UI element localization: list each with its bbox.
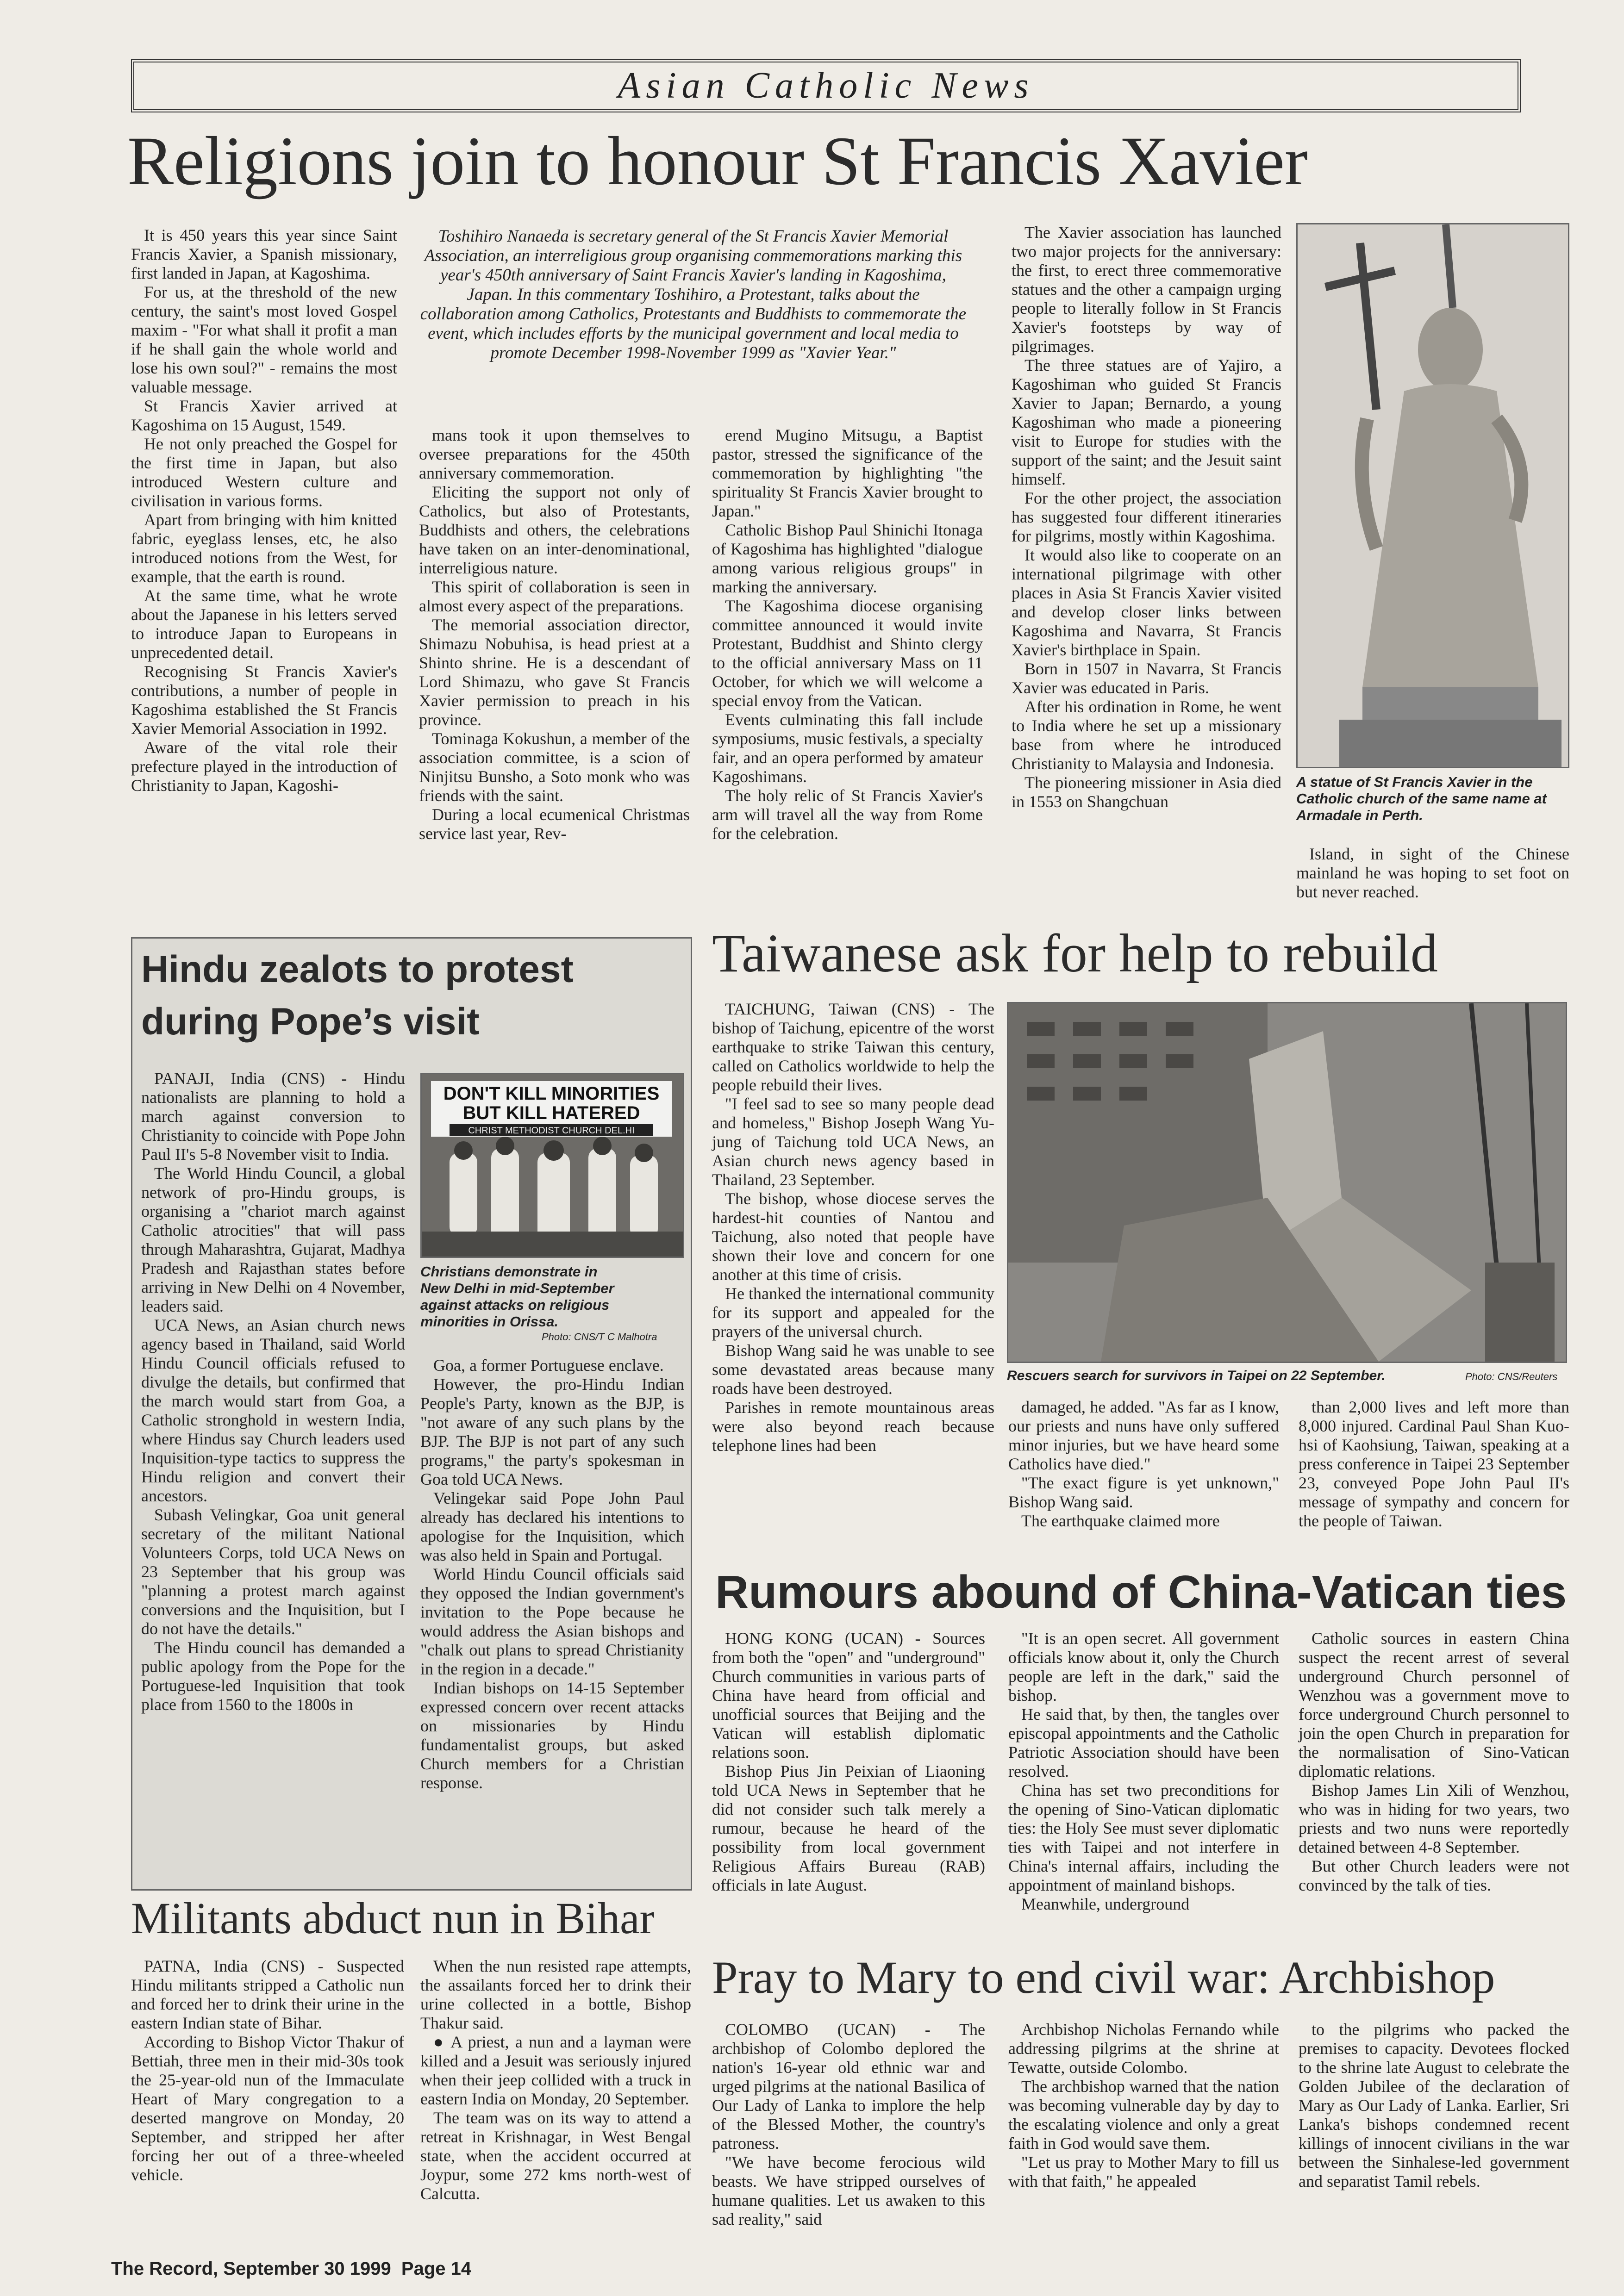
china-col1 (712, 1629, 985, 1895)
earthquake-image (1008, 1003, 1566, 1362)
paragraph: He thanked the international community for its support and appealed for the prayers of the universal church. (712, 1284, 994, 1341)
paragraph: "We have become ferocious wild beasts. We have stripped ourselves of humane qualities. Let us awaken to this sad reality," said (712, 2153, 985, 2228)
paragraph: The Kagoshima diocese organising committee announced it would invite Protestant, Buddhist and Shinto clergy to the official anniversary Mass on 11 October, for which we will welcome a special envoy from the Vatican. (712, 597, 983, 710)
paragraph: to the pilgrims who packed the premises to capacity. Devotees flocked to the shrine late August to celebrate the Golden Jubilee of the declaration of Mary as Our Lady of Lanka. Earlier, Sri Lanka's bishops condemned recent killings of innocent civilians in the war between the Sinhalese-led government and separatist Tamil rebels. (1299, 2020, 1569, 2190)
paragraph: PANAJI, India (CNS) - Hindu nationalists are planning to hold a march against conversion to Christianity to coincide with Pope John Paul II's 5-8 November visit to India. (141, 1069, 405, 1164)
paragraph: After his ordination in Rome, he went to India where he set up a missionary base from where he introduced Christianity to Malaysia and Indonesia. (1012, 697, 1281, 773)
taiwan-headline: Taiwanese ask for help to rebuild (712, 923, 1438, 983)
china-headline: Rumours abound of China-Vatican ties (715, 1566, 1567, 1618)
protest-image (422, 1074, 683, 1257)
paragraph: COLOMBO (UCAN) - The archbishop of Colombo deplored the nation's 16-year old ethnic war and urged pilgrims at the national Basilica of Our Lady of Lanka to implore the help of the Blessed Mother, the country's patroness. (712, 2020, 985, 2153)
paragraph: The bishop, whose diocese serves the hardest-hit counties of Nantou and Taichung, also noted that people have shown their love and concern for one another at this time of crisis. (712, 1189, 994, 1284)
taiwan-photo-credit: Photo: CNS/Reuters (1465, 1371, 1558, 1382)
china-col3 (1299, 1629, 1569, 1895)
paragraph: The archbishop warned that the nation was becoming vulnerable day by day to the escalating violence and only a great faith in God would save them. (1008, 2077, 1279, 2153)
paragraph: The Hindu council has demanded a public apology from the Pope for the Portuguese-led Inquisition that took place from 1560 to the 1800s in (141, 1638, 405, 1714)
paragraph: Born in 1507 in Navarra, St Francis Xavier was educated in Paris. (1012, 660, 1281, 697)
xavier-statue-photo (1296, 223, 1569, 768)
hindu-protest-photo (420, 1073, 684, 1258)
paragraph: Eliciting the support not only of Catholics, but also of Protestants, Buddhists and others, the celebrations have taken on an inter-denominational, interreligious nature. (419, 483, 690, 577)
paragraph: The team was on its way to attend a retreat in Krishnagar, in West Bengal state, when the accident occurred at Joypur, some 272 kms north-west of Calcutta. (420, 2109, 691, 2203)
paragraph: UCA News, an Asian church news agency based in Thailand, said World Hindu Council officials refused to divulge the details, but confirmed that the march would start from Goa, a Catholic stronghold in western India, where Hindus say Church leaders used Inquisition-type tactics to suppress the Hindu religion and convert their ancestors. (141, 1316, 405, 1505)
taiwan-earthquake-photo (1007, 1002, 1567, 1363)
paragraph: When the nun resisted rape attempts, the assailants forced her to drink their urine collected in a bottle, Bishop Thakur said. (420, 1957, 691, 2032)
paragraph: "Let us pray to Mother Mary to fill us with that faith," he appealed (1008, 2153, 1279, 2190)
paragraph: The Xavier association has launched two major projects for the anniversary: the first, to erect three commemorative statues and the other a campaign urging people to literally follow in St Francis Xavier's footsteps by way of pilgrimages. (1012, 223, 1281, 355)
banner-line1: DON'T KILL MINORITIES (443, 1083, 660, 1104)
paragraph: At the same time, what he wrote about the Japanese in his letters served to introduce Japan to Europeans in unprecedented detail. (131, 586, 397, 662)
paragraph: China has set two preconditions for the opening of Sino-Vatican diplomatic ties: the Holy See must sever diplomatic ties with Taipei and not interfere in China's internal affairs, including the appointment of mainland bishops. (1008, 1781, 1279, 1894)
paragraph: Catholic Bishop Paul Shinichi Itonaga of Kagoshima has highlighted "dialogue among various religious groups" in marking the anniversary. (712, 521, 983, 596)
china-col2 (1008, 1629, 1279, 1914)
xavier-col2 (419, 426, 690, 843)
paragraph: mans took it upon themselves to oversee preparations for the 450th anniversary commemoration. (419, 426, 690, 482)
paragraph: But other Church leaders were not convinced by the talk of ties. (1299, 1857, 1569, 1894)
taiwan-col3 (1299, 1398, 1569, 1531)
paragraph: Bishop James Lin Xili of Wenzhou, who was in hiding for two years, two priests and two nuns were reportedly detained between 4-8 September. (1299, 1781, 1569, 1856)
xavier-intro: Toshihiro Nanaeda is secretary general of the St Francis Xavier Memorial Association, an interreligious group organising commemorations marking this year's 450th anniversary of Saint Francis Xavier's landing in Kagoshima, Japan. In this commentary Toshihiro, a Protestant, talks about the collaboration among Catholics, Protestants and Buddhists to commemorate the event, which includes efforts by the municipal government and local media to promote December 1998-November 1999 as "Xavier Year." (420, 227, 967, 362)
paragraph: For the other project, the association has suggested four different itineraries for pilgrims, mostly within Kagoshima. (1012, 489, 1281, 545)
paragraph: Parishes in remote mountainous areas were also beyond reach because telephone lines had been (712, 1398, 994, 1455)
xavier-statue-caption: A statue of St Francis Xavier in the Catholic church of the same name at Armadale in Perth. (1296, 774, 1547, 823)
hindu-col2 (420, 1356, 684, 1792)
xavier-col1 (131, 226, 397, 795)
paragraph: damaged, he added. "As far as I know, our priests and nuns have only suffered minor injuries, but we have heard some Catholics have died." (1008, 1398, 1279, 1473)
paragraph: Meanwhile, underground (1021, 1895, 1190, 1913)
bihar-headline: Militants abduct nun in Bihar (131, 1893, 655, 1943)
paragraph: The pioneering missioner in Asia died in 1553 on Shangchuan (1012, 773, 1281, 811)
banner-line2: BUT KILL HATERED (462, 1103, 640, 1123)
page-footer: The Record, September 30 1999 Page 14 (111, 2259, 472, 2279)
hindu-headline-line2: during Pope’s visit (141, 1001, 480, 1043)
paragraph: According to Bishop Victor Thakur of Bettiah, three men in their mid-30s took the 25-year-old nun of the Immaculate Heart of Mary congregation to a deserted mangrove on Monday, 20 September, and stripped her after forcing her out of a three-wheeled vehicle. (131, 2033, 404, 2184)
xavier-col5 (1296, 845, 1569, 902)
paragraph: HONG KONG (UCAN) - Sources from both the "open" and "underground" Church communities in various parts of China have heard from official and unofficial sources that Beijing and the Vatican will establish diplomatic relations soon. (712, 1629, 985, 1761)
paragraph: However, the pro-Hindu Indian People's Party, known as the BJP, is "not aware of any such plans by the BJP. The BJP is not part of any such programs," the party's spokesman in Goa told UCA News. (420, 1375, 684, 1488)
paragraph: St Francis Xavier arrived at Kagoshima on 15 August, 1549. (131, 397, 397, 434)
paragraph: "I feel sad to see so many people dead and homeless," Bishop Joseph Wang Yu-jung of Taichung told UCA News, an Asian church news agency based in Thailand, 23 September. (712, 1095, 994, 1189)
bihar-col1 (131, 1957, 404, 2184)
paragraph: It is 450 years this year since Saint Francis Xavier, a Spanish missionary, first landed in Japan, at Kagoshima. (131, 226, 397, 282)
mary-headline: Pray to Mary to end civil war: Archbishop (712, 1952, 1495, 2003)
paragraph: Indian bishops on 14-15 September expressed concern over recent attacks on missionaries by Hindu fundamentalist groups, but asked Church members for a Christian response. (420, 1679, 684, 1792)
xavier-headline: Religions join to honour St Francis Xavier (127, 123, 1308, 199)
xavier-col3 (712, 426, 983, 843)
paragraph: He said that, by then, the tangles over episcopal appointments and the Catholic Patriotic Association should have been resolved. (1008, 1705, 1279, 1780)
taiwan-col1 (712, 1000, 994, 1455)
paragraph: The three statues are of Yajiro, a Kagoshiman who guided St Francis Xavier to Japan; Bernardo, a young Kagoshiman who made a pioneering visit to Europe for studies with the support of the saint; and the Jesuit saint himself. (1012, 356, 1281, 488)
xavier-col4 (1012, 223, 1281, 811)
paragraph: Tominaga Kokushun, a member of the association committee, is a scion of Ninjitsu Bunsho, a Soto monk who was friends with the saint. (419, 729, 690, 805)
paragraph: The memorial association director, Shimazu Nobuhisa, is head priest at a Shinto shrine. He is a descendant of Lord Shimazu, who gave St Francis Xavier permission to preach in his province. (419, 616, 690, 729)
paragraph: TAICHUNG, Taiwan (CNS) - The bishop of Taichung, epicentre of the worst earthquake to strike Taiwan this century, called on Catholics worldwide to help the people rebuild their lives. (712, 1000, 994, 1094)
paragraph: "The exact figure is yet unknown," Bishop Wang said. (1008, 1474, 1279, 1511)
paragraph: PATNA, India (CNS) - Suspected Hindu militants stripped a Catholic nun and forced her to drink their urine in the eastern Indian state of Bihar. (131, 1957, 404, 2032)
paragraph: Subash Velingkar, Goa unit general secretary of the militant National Volunteers Corps, told UCA News on 23 September that his group was "planning a protest march against conversions and the Inquisition, but I do not have the details." (141, 1506, 405, 1638)
taiwan-photo-caption: Rescuers search for survivors in Taipei on 22 September. (1007, 1368, 1386, 1383)
paragraph: erend Mugino Mitsugu, a Baptist pastor, stressed the significance of the commemoration by highlighting "the spirituality St Francis Xavier brought to Japan." (712, 426, 983, 520)
paragraph: Aware of the vital role their prefecture played in the introduction of Christianity to Japan, Kagoshi- (131, 738, 397, 795)
hindu-col1 (141, 1069, 405, 1714)
paragraph: "It is an open secret. All government officials know about it, only the Church people are left in the dark," said the bishop. (1008, 1629, 1279, 1705)
banner-line3: CHRIST METHODIST CHURCH DEL.HI (468, 1126, 635, 1136)
paragraph: For us, at the threshold of the new century, the saint's most loved Gospel maxim - "For what shall it profit a man if he shall gain the whole world and lose his own soul?" - remains the most valuable message. (131, 283, 397, 396)
paragraph: This spirit of collaboration is seen in almost every aspect of the preparations. (419, 578, 690, 615)
paragraph: Apart from bringing with him knitted fabric, eyeglass lenses, etc, he also introduced notions from the West, for example, that the earth is round. (131, 510, 397, 586)
masthead: Asian Catholic News (131, 59, 1521, 112)
mary-col3 (1299, 2020, 1569, 2191)
paragraph: Bishop Wang said he was unable to see some devastated areas because many roads have been destroyed. (712, 1341, 994, 1398)
paragraph: Island, in sight of the Chinese mainland he was hoping to set foot on but never reached. (1296, 845, 1569, 901)
paragraph: He not only preached the Gospel for the first time in Japan, but also introduced Western culture and civilisation in various forms. (131, 435, 397, 510)
mary-col2 (1008, 2020, 1279, 2191)
paragraph: During a local ecumenical Christmas service last year, Rev- (419, 805, 690, 843)
paragraph: Velingekar said Pope John Paul already has declared his intentions to apologise for the Inquisition, which was also held in Spain and Portugal. (420, 1489, 684, 1564)
paragraph: World Hindu Council officials said they opposed the Indian government's invitation to the Pope because he would address the Asian bishops and "chalk out plans to spread Christianity in the region in a decade." (420, 1565, 684, 1678)
paragraph: than 2,000 lives and left more than 8,000 injured. Cardinal Paul Shan Kuo-hsi of Kaohsiung, Taiwan, speaking at a press conference in Taipei 23 September 23, conveyed Pope John Paul II's message of sympathy and concern for the people of Taiwan. (1299, 1398, 1569, 1530)
hindu-photo-credit: Photo: CNS/T C Malhotra (542, 1331, 657, 1343)
paragraph: Recognising St Francis Xavier's contributions, a number of people in Kagoshima established the St Francis Xavier Memorial Association in 1992. (131, 662, 397, 738)
hindu-photo-caption: Christians demonstrate in New Delhi in mid-September against attacks on religious minorities in Orissa. (420, 1263, 614, 1330)
paragraph: The holy relic of St Francis Xavier's arm will travel all the way from Rome for the celebration. (712, 786, 983, 843)
paragraph: ● A priest, a nun and a layman were killed and a Jesuit was seriously injured when their jeep collided with a truck in eastern India on Monday, 20 September. (420, 2033, 691, 2108)
statue-image (1298, 224, 1568, 767)
paragraph: Goa, a former Portuguese enclave. (433, 1356, 664, 1375)
paragraph: Catholic sources in eastern China suspect the recent arrest of several underground Church personnel of Wenzhou was a government move to force underground Church personnel to join the open Church in preparation for the normalisation of Sino-Vatican diplomatic relations. (1299, 1629, 1569, 1780)
paragraph: Bishop Pius Jin Peixian of Liaoning told UCA News in September that he did not consider such talk merely a rumour, because he heard of the possibility from local government Religious Affairs Bureau (RAB) officials in late August. (712, 1762, 985, 1894)
paragraph: The earthquake claimed more (1021, 1512, 1220, 1530)
mary-col1 (712, 2020, 985, 2229)
bihar-col2 (420, 1957, 691, 2203)
paragraph: Events culminating this fall include symposiums, music festivals, a specialty fair, and an opera performed by amateur Kagoshimans. (712, 710, 983, 786)
paragraph: It would also like to cooperate on an international pilgrimage with other places in Asia St Francis Xavier visited and develop closer links between Kagoshima and Navarra, St Francis Xavier's birthplace in Spain. (1012, 546, 1281, 659)
paragraph: The World Hindu Council, a global network of pro-Hindu groups, is organising a "chariot march against Catholic atrocities" that will pass through Maharashtra, Gujarat, Madhya Pradesh and Rajasthan states before arriving in New Delhi on 4 November, leaders said. (141, 1164, 405, 1315)
hindu-headline-line1: Hindu zealots to protest (141, 948, 574, 990)
paragraph: Archbishop Nicholas Fernando while addressing pilgrims at the shrine at Tewatte, outside Colombo. (1008, 2020, 1279, 2077)
taiwan-col2 (1008, 1398, 1279, 1531)
